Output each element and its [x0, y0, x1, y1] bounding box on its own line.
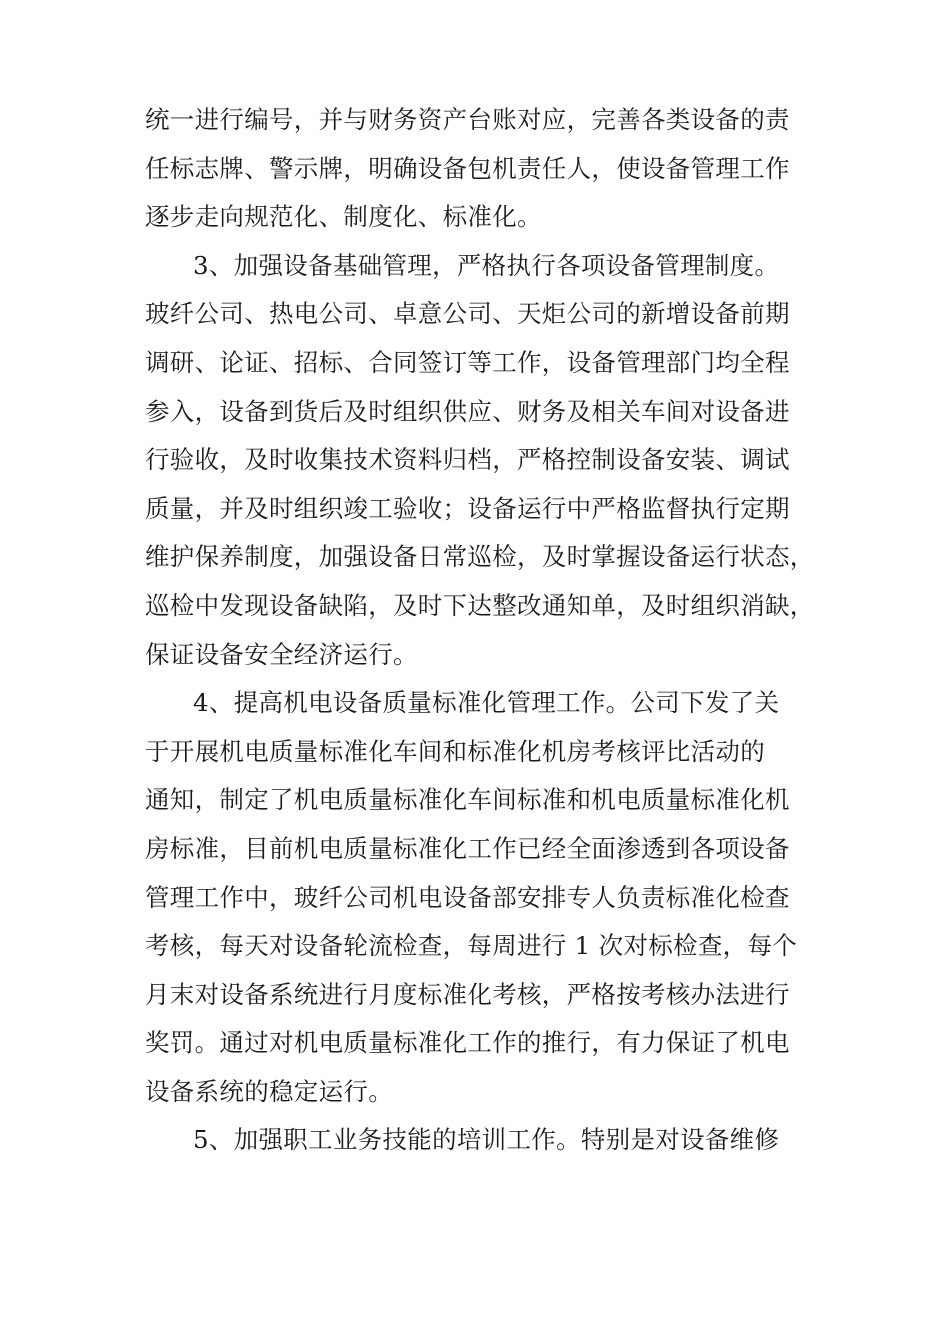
document-body: [145, 96, 825, 1165]
text-line: 参入，设备到货后及时组织供应、财务及相关车间对设备进: [145, 396, 790, 426]
text-line: 行验收，及时收集技术资料归档，严格控制设备安装、调试: [145, 445, 790, 475]
text-line: 房标准，目前机电质量标准化工作已经全面渗透到各项设备: [145, 833, 790, 863]
text-line: 质量，并及时组织竣工验收；设备运行中严格监督执行定期: [145, 493, 790, 523]
text-line: 于开展机电质量标准化车间和标准化机房考核评比活动的: [145, 736, 765, 766]
text-line: 巡检中发现设备缺陷，及时下达整改通知单，及时组织消缺，: [145, 590, 815, 620]
text-line: 管理工作中，玻纤公司机电设备部安排专人负责标准化检查: [145, 882, 790, 912]
text-line: 逐步走向规范化、制度化、标准化。: [145, 202, 542, 232]
text-line: 统一进行编号，并与财务资产台账对应，完善各类设备的责: [145, 105, 790, 134]
paragraph-4-heading-line: 4、提高机电设备质量标准化管理工作。公司下发了关: [193, 688, 780, 718]
text-line: 通知，制定了机电质量标准化车间标准和机电质量标准化机: [145, 785, 790, 815]
paragraph-5-heading-line: 5、加强职工业务技能的培训工作。特别是对设备维修: [193, 1125, 780, 1155]
text-line: 维护保养制度，加强设备日常巡检，及时掌握设备运行状态，: [145, 542, 815, 572]
text-line: 保证设备安全经济运行。: [145, 639, 418, 669]
text-line: 奖罚。通过对机电质量标准化工作的推行，有力保证了机电: [145, 1028, 790, 1058]
text-line: 玻纤公司、热电公司、卓意公司、天炬公司的新增设备前期: [145, 299, 790, 329]
text-line: 考核，每天对设备轮流检查，每周进行 1 次对标检查，每个: [145, 931, 798, 961]
paragraph-3-heading-line: 3、加强设备基础管理，严格执行各项设备管理制度。: [193, 250, 780, 280]
text-line: 调研、论证、招标、合同签订等工作，设备管理部门均全程: [145, 347, 790, 377]
text-line: 设备系统的稳定运行。: [145, 1076, 393, 1106]
text-line: 任标志牌、警示牌，明确设备包机责任人，使设备管理工作: [145, 153, 790, 183]
text-line: 月末对设备系统进行月度标准化考核，严格按考核办法进行: [145, 979, 790, 1009]
